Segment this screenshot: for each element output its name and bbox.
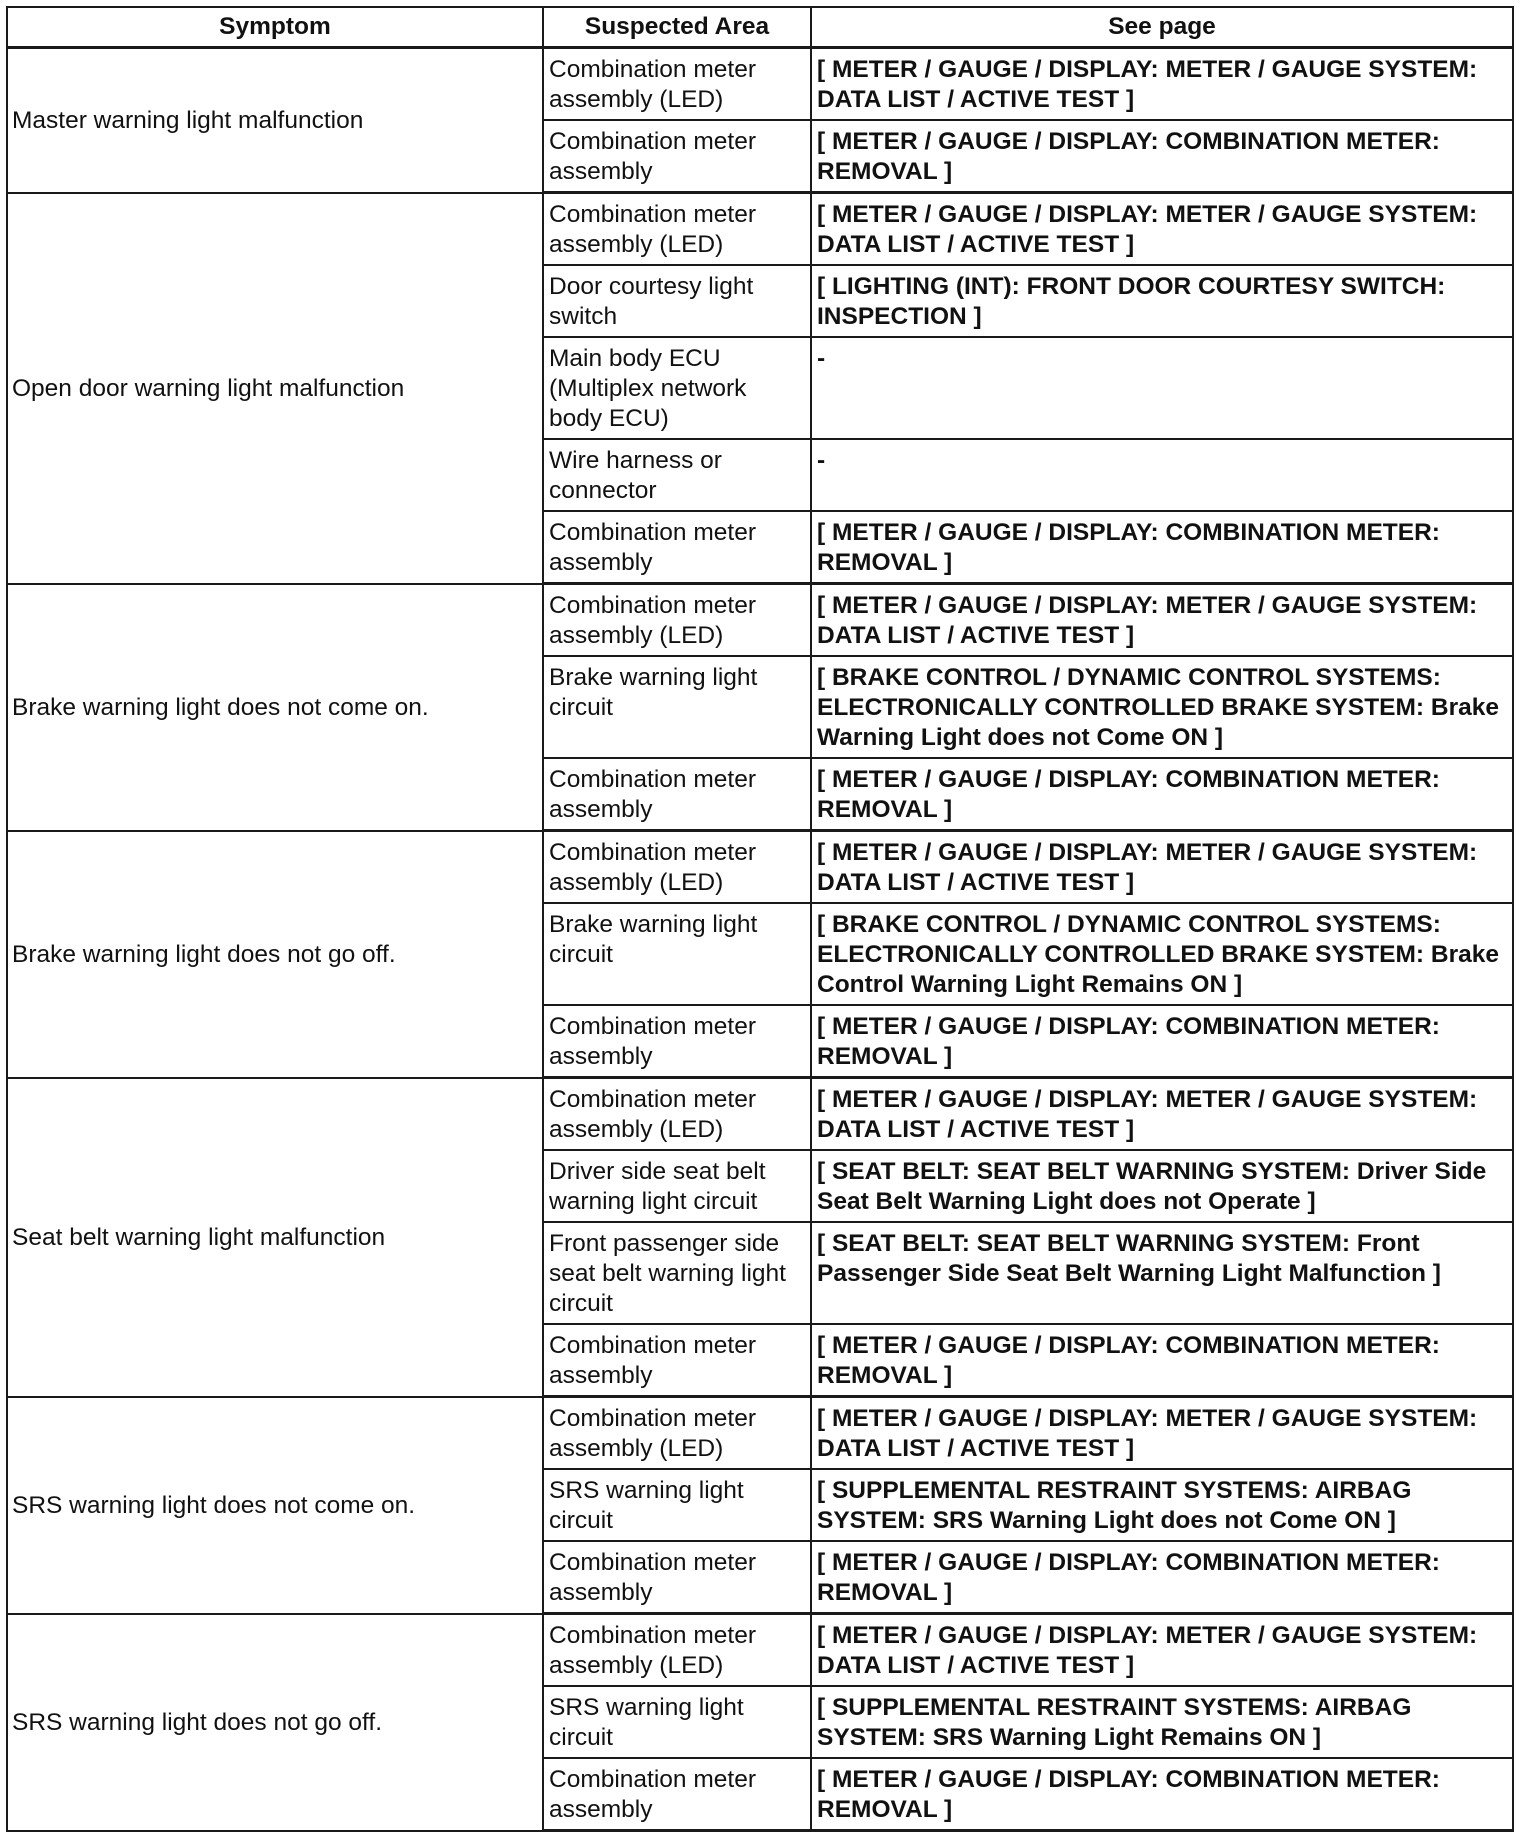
symptom-cell: SRS warning light does not come on. [7, 1397, 543, 1614]
symptom-cell: Brake warning light does not come on. [7, 584, 543, 831]
see-page-cell: [ SEAT BELT: SEAT BELT WARNING SYSTEM: Front Passenger Side Seat Belt Warning Light Malfunction ] [811, 1222, 1513, 1324]
suspected-area-cell: Combination meter assembly (LED) [543, 584, 811, 657]
table-row [7, 48, 1513, 121]
document [6, 6, 1512, 1832]
suspected-area-cell: Driver side seat belt warning light circuit [543, 1150, 811, 1222]
see-page-cell: [ METER / GAUGE / DISPLAY: METER / GAUGE SYSTEM: DATA LIST / ACTIVE TEST ] [811, 48, 1513, 121]
see-page-cell: [ METER / GAUGE / DISPLAY: COMBINATION METER: REMOVAL ] [811, 120, 1513, 193]
suspected-area-cell: Combination meter assembly [543, 511, 811, 584]
symptom-cell: Brake warning light does not go off. [7, 831, 543, 1078]
suspected-area-cell: Main body ECU (Multiplex network body ECU) [543, 337, 811, 439]
see-page-cell: [ METER / GAUGE / DISPLAY: METER / GAUGE SYSTEM: DATA LIST / ACTIVE TEST ] [811, 1397, 1513, 1470]
see-page-cell: [ BRAKE CONTROL / DYNAMIC CONTROL SYSTEMS: ELECTRONICALLY CONTROLLED BRAKE SYSTEM: Brake Warning Light does not Come ON ] [811, 656, 1513, 758]
suspected-area-cell: Combination meter assembly [543, 120, 811, 193]
suspected-area-cell: Front passenger side seat belt warning light circuit [543, 1222, 811, 1324]
see-page-cell: [ BRAKE CONTROL / DYNAMIC CONTROL SYSTEMS: ELECTRONICALLY CONTROLLED BRAKE SYSTEM: Brake Control Warning Light Remains ON ] [811, 903, 1513, 1005]
see-page-cell: [ METER / GAUGE / DISPLAY: COMBINATION METER: REMOVAL ] [811, 1324, 1513, 1397]
suspected-area-cell: Combination meter assembly [543, 1005, 811, 1078]
symptom-cell: SRS warning light does not go off. [7, 1614, 543, 1831]
see-page-cell: - [811, 439, 1513, 511]
see-page-cell: [ METER / GAUGE / DISPLAY: METER / GAUGE SYSTEM: DATA LIST / ACTIVE TEST ] [811, 584, 1513, 657]
table-row [7, 1614, 1513, 1687]
suspected-area-cell: Combination meter assembly (LED) [543, 831, 811, 904]
suspected-area-cell: Combination meter assembly [543, 1758, 811, 1831]
see-page-cell: [ SUPPLEMENTAL RESTRAINT SYSTEMS: AIRBAG SYSTEM: SRS Warning Light Remains ON ] [811, 1686, 1513, 1758]
table-row [7, 584, 1513, 657]
suspected-area-cell: Combination meter assembly [543, 758, 811, 831]
suspected-area-cell: Combination meter assembly (LED) [543, 193, 811, 266]
suspected-area-cell: Combination meter assembly (LED) [543, 1397, 811, 1470]
see-page-cell: [ METER / GAUGE / DISPLAY: COMBINATION METER: REMOVAL ] [811, 758, 1513, 831]
see-page-cell: [ LIGHTING (INT): FRONT DOOR COURTESY SWITCH: INSPECTION ] [811, 265, 1513, 337]
suspected-area-cell: Combination meter assembly (LED) [543, 1078, 811, 1151]
suspected-area-cell: Combination meter assembly (LED) [543, 1614, 811, 1687]
see-page-cell: [ METER / GAUGE / DISPLAY: METER / GAUGE SYSTEM: DATA LIST / ACTIVE TEST ] [811, 193, 1513, 266]
see-page-cell: [ METER / GAUGE / DISPLAY: COMBINATION METER: REMOVAL ] [811, 1758, 1513, 1831]
see-page-cell: [ SEAT BELT: SEAT BELT WARNING SYSTEM: Driver Side Seat Belt Warning Light does not Operate ] [811, 1150, 1513, 1222]
see-page-cell: - [811, 337, 1513, 439]
symptom-cell: Master warning light malfunction [7, 48, 543, 193]
table-row [7, 1397, 1513, 1470]
header-symptom: Symptom [7, 7, 543, 48]
suspected-area-cell: Wire harness or connector [543, 439, 811, 511]
see-page-cell: [ SUPPLEMENTAL RESTRAINT SYSTEMS: AIRBAG SYSTEM: SRS Warning Light does not Come ON ] [811, 1469, 1513, 1541]
suspected-area-cell: Combination meter assembly [543, 1541, 811, 1614]
table-row [7, 831, 1513, 904]
suspected-area-cell: SRS warning light circuit [543, 1469, 811, 1541]
symptom-cell: Open door warning light malfunction [7, 193, 543, 584]
header-suspected-area: Suspected Area [543, 7, 811, 48]
symptom-table [6, 6, 1514, 1832]
suspected-area-cell: Brake warning light circuit [543, 656, 811, 758]
see-page-cell: [ METER / GAUGE / DISPLAY: METER / GAUGE SYSTEM: DATA LIST / ACTIVE TEST ] [811, 1614, 1513, 1687]
suspected-area-cell: SRS warning light circuit [543, 1686, 811, 1758]
table-body [7, 48, 1513, 1831]
symptom-cell: Seat belt warning light malfunction [7, 1078, 543, 1397]
suspected-area-cell: Combination meter assembly [543, 1324, 811, 1397]
suspected-area-cell: Combination meter assembly (LED) [543, 48, 811, 121]
see-page-cell: [ METER / GAUGE / DISPLAY: COMBINATION METER: REMOVAL ] [811, 1541, 1513, 1614]
see-page-cell: [ METER / GAUGE / DISPLAY: METER / GAUGE SYSTEM: DATA LIST / ACTIVE TEST ] [811, 831, 1513, 904]
see-page-cell: [ METER / GAUGE / DISPLAY: METER / GAUGE SYSTEM: DATA LIST / ACTIVE TEST ] [811, 1078, 1513, 1151]
header-see-page: See page [811, 7, 1513, 48]
see-page-cell: [ METER / GAUGE / DISPLAY: COMBINATION METER: REMOVAL ] [811, 511, 1513, 584]
suspected-area-cell: Door courtesy light switch [543, 265, 811, 337]
table-row [7, 1078, 1513, 1151]
table-header-row [7, 7, 1513, 48]
see-page-cell: [ METER / GAUGE / DISPLAY: COMBINATION METER: REMOVAL ] [811, 1005, 1513, 1078]
suspected-area-cell: Brake warning light circuit [543, 903, 811, 1005]
table-row [7, 193, 1513, 266]
